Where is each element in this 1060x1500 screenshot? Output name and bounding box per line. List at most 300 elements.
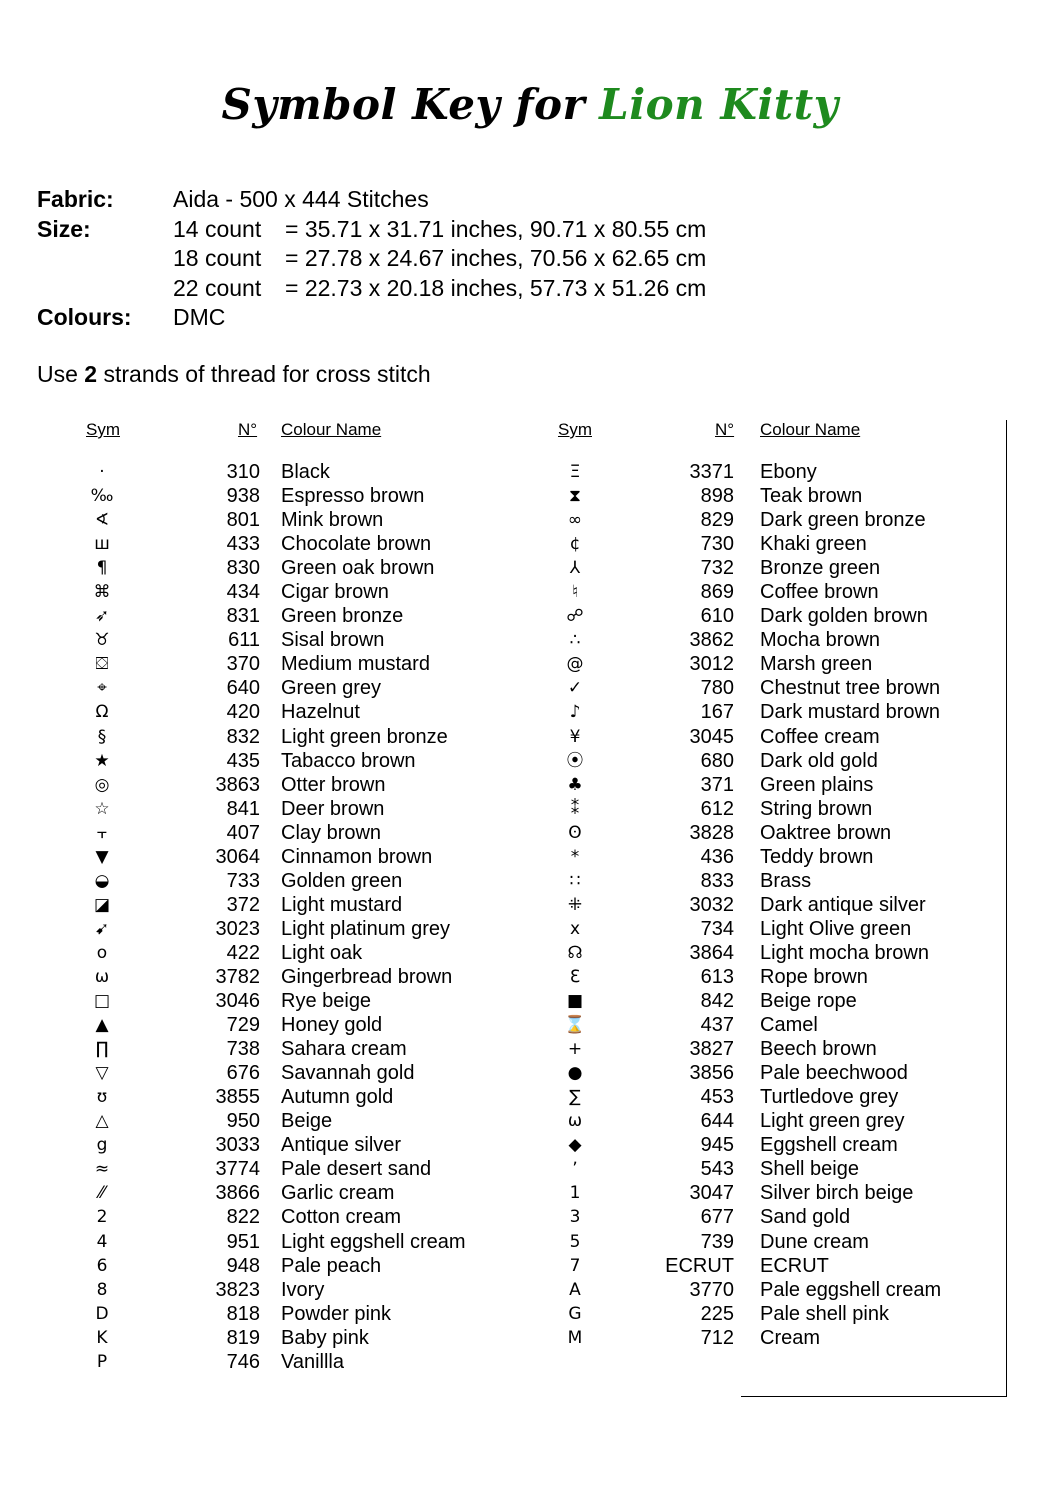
title-prefix: Symbol Key for: [221, 80, 586, 129]
dmc-number: 3827: [689, 1038, 734, 1061]
symbol-glyph: ¢: [569, 534, 581, 555]
dmc-number: 3864: [689, 941, 734, 964]
dmc-number: 3856: [689, 1062, 734, 1085]
symbol-glyph: 1: [569, 1183, 581, 1204]
colour-name: Deer brown: [281, 797, 385, 820]
size-row: [37, 274, 706, 304]
colour-name: Tabacco brown: [281, 749, 416, 772]
symbol-row: [82, 460, 330, 484]
symbol-row: [555, 604, 928, 628]
symbol-row: [555, 1278, 942, 1302]
symbol-glyph: ω: [567, 1111, 583, 1132]
colour-name: Green grey: [281, 677, 382, 700]
title-design-name: Lion Kitty: [599, 80, 839, 129]
dmc-number: 712: [700, 1326, 734, 1349]
symbol-row: [555, 580, 879, 604]
dmc-number: 612: [700, 797, 734, 820]
symbol-glyph: ⌘: [93, 582, 111, 603]
symbol-glyph: ◆: [568, 1135, 582, 1156]
symbol-row: [82, 1230, 466, 1254]
symbol-table-left: [82, 460, 466, 1374]
symbol-glyph: ⁄⁄: [99, 1183, 105, 1204]
dmc-number: 676: [226, 1062, 260, 1085]
symbol-row: [555, 989, 857, 1013]
colour-name: Marsh green: [760, 653, 873, 676]
symbol-glyph: 6: [96, 1255, 108, 1276]
symbol-glyph: ☊: [567, 942, 583, 963]
dmc-number: 437: [700, 1014, 734, 1037]
symbol-glyph: ∢: [94, 510, 110, 531]
symbol-row: [82, 604, 404, 628]
symbol-glyph: ∑: [569, 1087, 581, 1108]
dmc-number: 611: [228, 629, 260, 652]
size-count: 18 count: [173, 245, 262, 271]
symbol-glyph: ▽: [95, 1063, 109, 1084]
symbol-row: [82, 1157, 432, 1181]
symbol-row: [555, 917, 912, 941]
dmc-number: 830: [226, 557, 260, 580]
symbol-glyph: ⛋: [95, 654, 109, 675]
symbol-glyph: A: [569, 1279, 581, 1300]
dmc-number: 831: [226, 605, 260, 628]
size-count: 14 count: [173, 215, 262, 242]
colour-name: Teddy brown: [760, 845, 874, 868]
symbol-row: [555, 845, 874, 869]
symbol-row: [555, 676, 941, 700]
dmc-number: 433: [226, 533, 260, 556]
dmc-number: 372: [226, 893, 260, 916]
colour-name: Pale eggshell cream: [760, 1278, 942, 1301]
header-name-right: Colour Name: [760, 420, 861, 439]
symbol-glyph: ◒: [94, 870, 110, 891]
symbol-row: [82, 1181, 395, 1205]
symbol-row: [555, 1181, 914, 1205]
symbol-row: [82, 1037, 407, 1061]
symbol-row: [82, 652, 430, 676]
size-dims: = 22.73 x 20.18 inches, 57.73 x 51.26 cm: [285, 274, 707, 301]
symbol-glyph: ♣: [567, 774, 583, 795]
dmc-number: 938: [226, 485, 260, 508]
dmc-number: 3862: [689, 629, 734, 652]
dmc-number: 734: [700, 917, 734, 940]
colour-name: Bronze green: [760, 557, 881, 580]
symbol-glyph: ⅄: [569, 558, 581, 579]
colour-name: Light oak: [281, 941, 363, 964]
symbol-row: [82, 508, 384, 532]
dmc-number: 739: [700, 1230, 734, 1253]
dmc-number: 841: [226, 797, 260, 820]
strands-instruction: Use 2 strands of thread for cross stitch: [37, 361, 431, 387]
symbol-row: [555, 821, 892, 845]
symbol-glyph: ✓: [567, 678, 583, 699]
dmc-number: 640: [226, 677, 260, 700]
symbol-row: [82, 1326, 369, 1350]
symbol-row: [82, 532, 432, 556]
colour-name: Beige rope: [760, 990, 857, 1013]
symbol-glyph: 4: [96, 1231, 108, 1252]
colour-name: Golden green: [281, 869, 403, 892]
symbol-glyph: ω: [94, 966, 110, 987]
symbol-glyph: ⫟: [96, 822, 108, 843]
colour-name: Pale shell pink: [760, 1302, 889, 1325]
dmc-number: 3023: [215, 917, 260, 940]
symbol-glyph: ⧗: [569, 486, 581, 507]
symbol-row: [82, 580, 389, 604]
symbol-glyph: ʘ: [568, 822, 582, 843]
symbol-glyph: M: [567, 1327, 583, 1348]
dmc-number: 842: [700, 990, 734, 1013]
colour-name: Camel: [760, 1014, 818, 1037]
colour-name: Clay brown: [281, 821, 382, 844]
dmc-number: 310: [226, 461, 260, 483]
dmc-number: 3866: [215, 1182, 260, 1205]
symbol-row: [555, 532, 867, 556]
colour-name: Light green grey: [760, 1110, 905, 1133]
dmc-number: 3855: [215, 1086, 260, 1109]
colour-name: Sisal brown: [281, 629, 385, 652]
symbol-glyph: ш: [94, 534, 110, 555]
colour-name: Ivory: [281, 1278, 325, 1301]
fabric-value: Aida - 500 x 444 Stitches: [173, 186, 429, 212]
symbol-row: [82, 893, 403, 917]
colour-name: Rope brown: [760, 965, 868, 988]
symbol-glyph: ‰: [90, 486, 114, 507]
colour-name: Sand gold: [760, 1206, 851, 1229]
symbol-row: [555, 869, 812, 893]
dmc-number: 3064: [215, 845, 260, 868]
colour-name: Autumn gold: [281, 1086, 394, 1109]
colour-name: Eggshell cream: [760, 1134, 898, 1157]
dmc-number: 434: [226, 581, 260, 604]
symbol-row: [82, 1278, 325, 1302]
symbol-glyph: ⁑: [570, 798, 580, 819]
fabric-row: [37, 185, 706, 215]
colour-name: Pale peach: [281, 1254, 382, 1277]
symbol-glyph: ☍: [566, 606, 584, 627]
page-title: [0, 80, 1060, 129]
symbol-glyph: *: [570, 846, 580, 867]
symbol-row: [555, 1205, 851, 1229]
symbol-glyph: ∴: [569, 630, 581, 651]
colour-name: Sahara cream: [281, 1038, 407, 1061]
symbol-row: [555, 556, 881, 580]
colour-name: Dark antique silver: [760, 893, 926, 916]
colour-name: Light platinum grey: [281, 917, 450, 940]
dmc-number: 407: [226, 821, 260, 844]
colour-name: Coffee brown: [760, 581, 879, 604]
colour-name: Otter brown: [281, 773, 386, 796]
symbol-glyph: P: [96, 1351, 108, 1372]
colour-name: Espresso brown: [281, 485, 425, 508]
symbol-row: [555, 1230, 869, 1254]
symbol-row: [555, 725, 880, 749]
symbol-row: [555, 941, 929, 965]
dmc-number: 3046: [215, 990, 260, 1013]
symbol-glyph: 8: [96, 1279, 108, 1300]
symbol-row: [555, 1013, 818, 1037]
symbol-glyph: ∏: [95, 1039, 109, 1060]
symbol-row: [82, 1013, 383, 1037]
symbol-row: [82, 749, 416, 773]
dmc-number: 730: [700, 533, 734, 556]
symbol-row: [555, 773, 874, 797]
symbol-row: [555, 700, 941, 724]
dmc-number: 3770: [689, 1278, 734, 1301]
dmc-number: 3828: [689, 821, 734, 844]
symbol-glyph: ٬: [572, 1159, 578, 1180]
dmc-number: 370: [226, 653, 260, 676]
dmc-number: 644: [700, 1110, 734, 1133]
symbol-row: [555, 1061, 908, 1085]
symbol-glyph: g: [96, 1135, 108, 1156]
dmc-number: 3032: [689, 893, 734, 916]
symbol-glyph: ¶: [96, 558, 108, 579]
colour-name: Light Olive green: [760, 917, 912, 940]
symbol-glyph: ◪: [93, 894, 111, 915]
symbol-row: [555, 1109, 905, 1133]
symbol-glyph: x: [569, 918, 581, 939]
symbol-glyph: ·: [99, 462, 105, 482]
header-name-left: Colour Name: [281, 420, 382, 439]
dmc-number: 950: [226, 1110, 260, 1133]
symbol-row: [555, 1254, 829, 1278]
symbol-glyph: ℇ: [569, 966, 581, 987]
symbol-glyph: K: [96, 1327, 108, 1348]
symbol-row: [82, 1302, 392, 1326]
header-num-right: N°: [715, 420, 735, 439]
dmc-number: 543: [700, 1158, 734, 1181]
dmc-number: 829: [700, 509, 734, 532]
colour-name: Medium mustard: [281, 653, 430, 676]
colour-name: Honey gold: [281, 1014, 383, 1037]
header-sym-right: Sym: [558, 420, 592, 439]
colour-name: Hazelnut: [281, 701, 360, 724]
dmc-number: 422: [226, 941, 260, 964]
dmc-number: 951: [226, 1230, 260, 1253]
colour-name: Green bronze: [281, 605, 404, 628]
header-num-left: N°: [238, 420, 258, 439]
colour-name: Dune cream: [760, 1230, 869, 1253]
dmc-number: 832: [226, 725, 260, 748]
colours-row: [37, 303, 706, 333]
colour-name: Cinnamon brown: [281, 845, 433, 868]
symbol-glyph: Ω: [95, 702, 109, 723]
dmc-number: 780: [700, 677, 734, 700]
symbol-glyph: ♪: [569, 702, 581, 723]
symbol-row: [555, 628, 881, 652]
symbol-row: [555, 1157, 859, 1181]
dmc-number: 732: [700, 557, 734, 580]
symbol-glyph: @: [566, 654, 584, 675]
symbol-row: [555, 797, 873, 821]
colour-name: Dark green bronze: [760, 509, 926, 532]
strand-count: 2: [84, 361, 98, 387]
dmc-number: 948: [226, 1254, 260, 1277]
colours-label: Colours:: [37, 304, 132, 330]
symbol-row: [82, 1109, 333, 1133]
dmc-number: 677: [700, 1206, 734, 1229]
dmc-number: 453: [700, 1086, 734, 1109]
colour-name: Rye beige: [281, 990, 372, 1013]
symbol-glyph: D: [95, 1303, 109, 1324]
dmc-number: 945: [700, 1134, 734, 1157]
colour-name: Cotton cream: [281, 1206, 402, 1229]
symbol-glyph: □: [93, 991, 111, 1012]
colour-name: Chestnut tree brown: [760, 677, 941, 700]
symbol-glyph: △: [95, 1111, 109, 1132]
dmc-number: 3047: [689, 1182, 734, 1205]
size-count: 22 count: [173, 274, 262, 301]
dmc-number: 610: [700, 605, 734, 628]
fabric-label: Fabric:: [37, 186, 114, 212]
dmc-number: 3863: [215, 773, 260, 796]
dmc-number: 167: [700, 701, 734, 724]
colour-name: Mocha brown: [760, 629, 881, 652]
dmc-number: 801: [226, 509, 260, 532]
symbol-row: [82, 1254, 382, 1278]
dmc-number: 819: [226, 1326, 260, 1349]
dmc-number: 3045: [689, 725, 734, 748]
colour-name: Baby pink: [281, 1326, 369, 1349]
symbol-row: [82, 797, 385, 821]
symbol-glyph: ♉: [94, 630, 110, 651]
symbol-row: [82, 1133, 402, 1157]
dmc-number: 3371: [689, 461, 734, 483]
colour-name: Teak brown: [760, 485, 863, 508]
dmc-number: 746: [226, 1350, 260, 1373]
colour-name: Beige: [281, 1110, 333, 1133]
symbol-glyph: ●: [567, 1063, 583, 1084]
colour-name: Light green bronze: [281, 725, 448, 748]
size-dims: = 27.78 x 24.67 inches, 70.56 x 62.65 cm: [285, 245, 707, 271]
dmc-number: 435: [226, 749, 260, 772]
fabric-info: [37, 185, 706, 333]
symbol-row: [82, 700, 360, 724]
symbol-row: [82, 1350, 344, 1374]
dmc-number: 3033: [215, 1134, 260, 1157]
symbol-row: [82, 628, 385, 652]
colour-name: Ebony: [760, 461, 817, 483]
symbol-row: [555, 893, 926, 917]
symbol-row: [82, 845, 433, 869]
symbol-glyph: ▲: [95, 1015, 109, 1036]
symbol-row: [82, 484, 425, 508]
symbol-table-right: [555, 460, 942, 1350]
symbol-glyph: ➹: [94, 918, 110, 939]
colour-name: Chocolate brown: [281, 533, 432, 556]
symbol-row: [82, 556, 435, 580]
symbol-glyph: §: [97, 726, 107, 747]
colour-name: Shell beige: [760, 1158, 859, 1181]
dmc-number: 420: [226, 701, 260, 724]
symbol-row: [82, 1205, 402, 1229]
symbol-glyph: ⦿: [566, 750, 584, 771]
symbol-glyph: 3: [569, 1207, 581, 1228]
symbol-row: [555, 508, 926, 532]
colour-name: Brass: [760, 869, 812, 892]
symbol-glyph: ∷: [569, 870, 581, 891]
header-sym-left: Sym: [86, 420, 120, 439]
symbol-glyph: ★: [94, 750, 110, 771]
colour-name: Pale desert sand: [281, 1158, 432, 1181]
colour-name: Savannah gold: [281, 1062, 415, 1085]
symbol-glyph: 5: [569, 1231, 581, 1252]
symbol-row: [555, 1326, 821, 1350]
symbol-glyph: 7: [569, 1255, 581, 1276]
colour-name: Khaki green: [760, 533, 867, 556]
colour-name: Oaktree brown: [760, 821, 892, 844]
symbol-row: [82, 1085, 394, 1109]
symbol-row: [555, 652, 873, 676]
symbol-row: [82, 941, 363, 965]
dmc-number: 738: [226, 1038, 260, 1061]
symbol-glyph: ∞: [567, 510, 583, 531]
colour-name: Pale beechwood: [760, 1062, 908, 1085]
dmc-number: 3782: [215, 965, 260, 988]
dmc-number: 371: [700, 773, 734, 796]
colour-name: Cream: [760, 1326, 821, 1349]
symbol-glyph: ■: [566, 991, 584, 1012]
size-dims: = 35.71 x 31.71 inches, 90.71 x 80.55 cm: [285, 215, 707, 242]
symbol-glyph: 2: [96, 1207, 108, 1228]
symbol-row: [82, 773, 386, 797]
colour-name: Turtledove grey: [760, 1086, 899, 1109]
colour-name: Green oak brown: [281, 557, 435, 580]
dmc-number: 680: [700, 749, 734, 772]
dmc-number: 729: [226, 1014, 260, 1037]
symbol-row: [555, 484, 863, 508]
colour-name: Light mocha brown: [760, 941, 929, 964]
colour-name: Light mustard: [281, 893, 403, 916]
colour-name: Dark mustard brown: [760, 701, 941, 724]
symbol-glyph: ⁜: [567, 894, 583, 915]
symbol-glyph: ≈: [94, 1159, 110, 1180]
symbol-glyph: ⌖: [97, 678, 107, 699]
colour-name: Powder pink: [281, 1302, 392, 1325]
dmc-number: 613: [700, 965, 734, 988]
symbol-row: [82, 965, 453, 989]
symbol-row: [82, 917, 450, 941]
colour-name: Light eggshell cream: [281, 1230, 466, 1253]
colour-name: Beech brown: [760, 1038, 877, 1061]
dmc-number: 822: [226, 1206, 260, 1229]
symbol-glyph: ☆: [94, 798, 110, 819]
colour-name: String brown: [760, 797, 873, 820]
colour-name: Silver birch beige: [760, 1182, 914, 1205]
colour-name: Black: [281, 461, 330, 483]
dmc-number: 898: [700, 485, 734, 508]
table-border-right: [1006, 420, 1007, 1396]
colour-name: Cigar brown: [281, 581, 389, 604]
dmc-number: 733: [226, 869, 260, 892]
symbol-row: [555, 1133, 898, 1157]
colour-name: Dark old gold: [760, 749, 878, 772]
dmc-number: 818: [226, 1302, 260, 1325]
symbol-row: [82, 821, 382, 845]
symbol-glyph: ➶: [94, 606, 110, 627]
dmc-number: 3774: [215, 1158, 260, 1181]
dmc-number: 3823: [215, 1278, 260, 1301]
colour-name: Gingerbread brown: [281, 965, 453, 988]
symbol-row: [555, 749, 878, 773]
symbol-glyph: +: [567, 1039, 583, 1060]
symbol-row: [555, 1037, 877, 1061]
symbol-row: [555, 1085, 899, 1109]
symbol-row: [555, 460, 817, 484]
dmc-number: 833: [700, 869, 734, 892]
colour-name: Green plains: [760, 773, 874, 796]
symbol-row: [555, 1302, 889, 1326]
